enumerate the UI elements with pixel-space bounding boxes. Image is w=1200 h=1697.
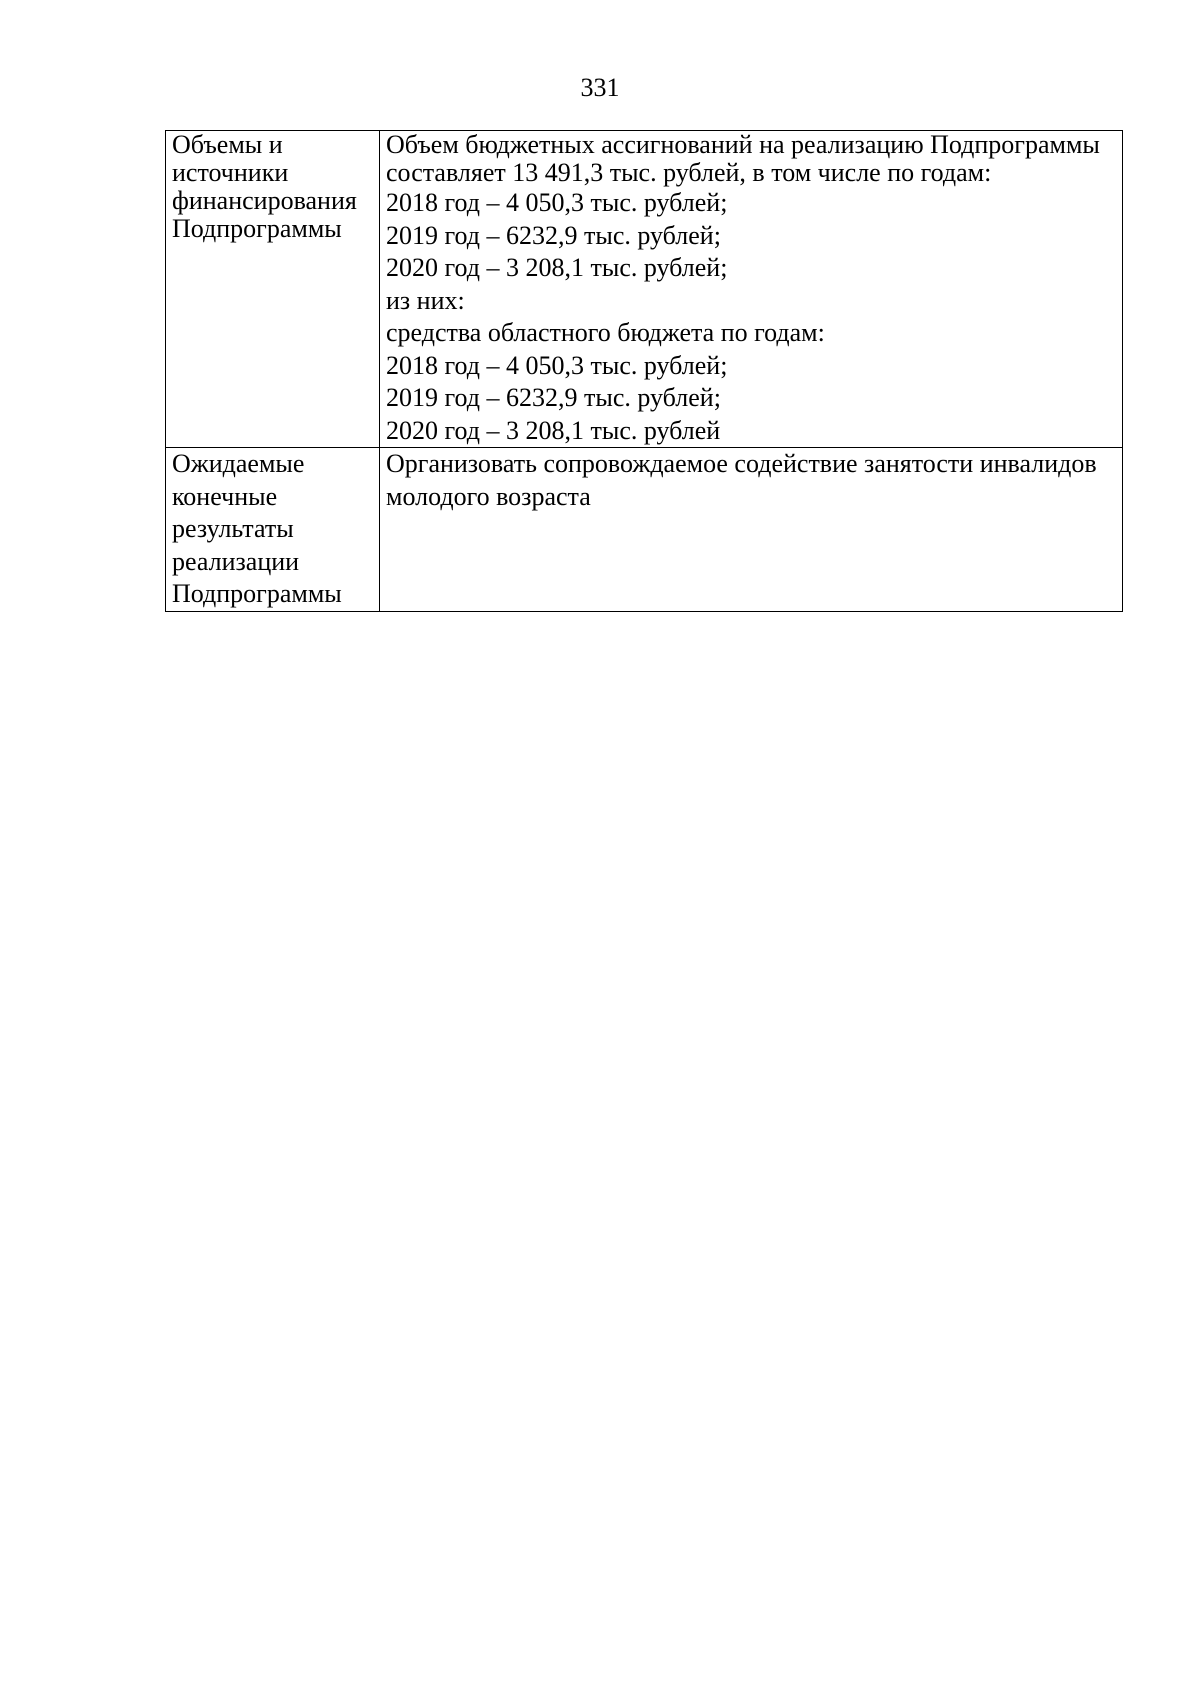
content-cell-results <box>380 448 1123 612</box>
financing-line: 2018 год – 4 050,3 тыс. рублей; <box>386 188 728 217</box>
label-line: реализации <box>172 546 300 576</box>
label-line: Подпрограммы <box>172 214 342 243</box>
label-cell-results <box>166 448 380 612</box>
results-text: Организовать сопровождаемое содействие занятости инвалидов молодого возраста <box>386 449 1097 511</box>
financing-line: средства областного бюджета по годам: <box>386 318 825 347</box>
content-cell-financing <box>380 131 1123 448</box>
label-line: конечные <box>172 481 278 511</box>
label-line: результаты <box>172 514 294 543</box>
financing-lines <box>386 187 1118 447</box>
financing-line: 2020 год – 3 208,1 тыс. рублей; <box>386 253 728 282</box>
financing-intro: Объем бюджетных ассигнований на реализацию Подпрограммы составляет 13 491,3 тыс. рублей, в том числе по годам: <box>386 130 1100 187</box>
label-line: Объемы и <box>172 130 283 159</box>
label-line: финансирования <box>172 186 357 215</box>
page-number: 331 <box>580 73 620 102</box>
table-row-financing <box>166 131 1123 448</box>
label-line: источники <box>172 158 289 187</box>
financing-line: 2020 год – 3 208,1 тыс. рублей <box>386 415 721 445</box>
financing-line: 2019 год – 6232,9 тыс. рублей; <box>386 383 721 412</box>
label-line: Подпрограммы <box>172 579 342 608</box>
financing-line: 2019 год – 6232,9 тыс. рублей; <box>386 220 721 250</box>
table-row-results <box>166 448 1123 612</box>
subprogram-passport-table <box>165 130 1123 612</box>
financing-line: из них: <box>386 285 465 315</box>
label-cell-financing <box>166 131 380 448</box>
label-line: Ожидаемые <box>172 449 305 478</box>
financing-line: 2018 год – 4 050,3 тыс. рублей; <box>386 350 728 380</box>
